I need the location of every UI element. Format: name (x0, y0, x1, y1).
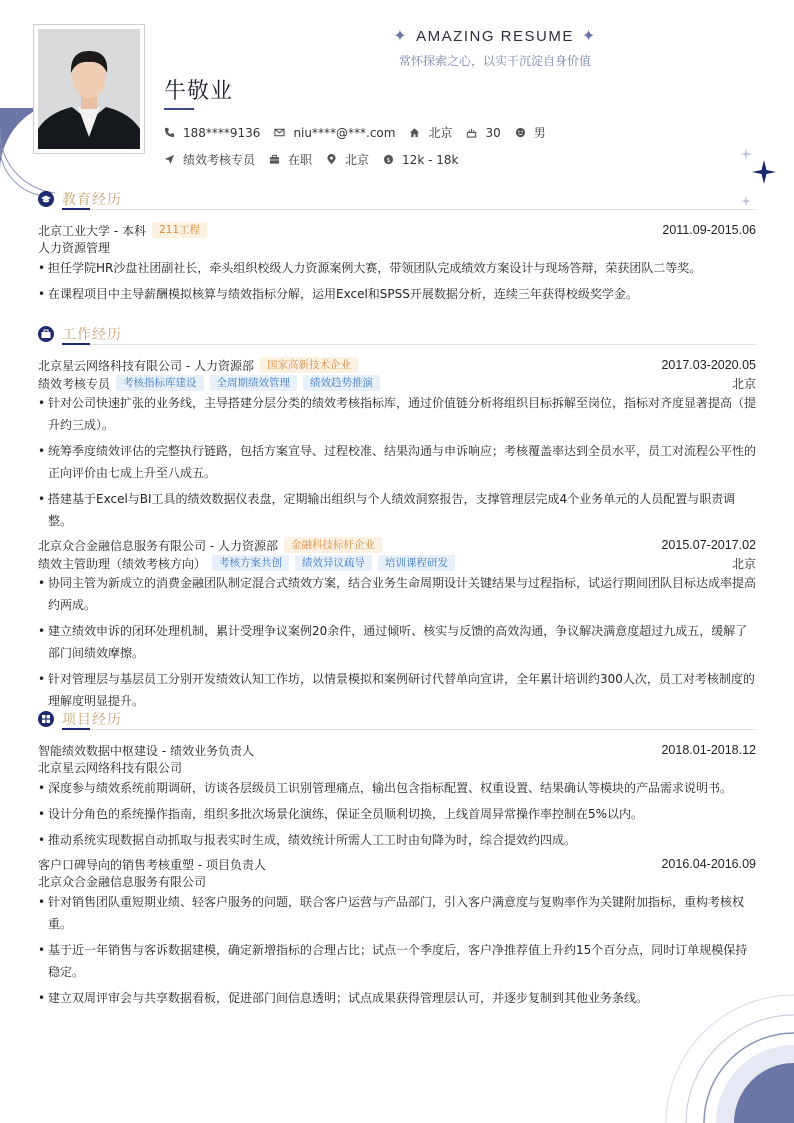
position-item (164, 151, 255, 168)
home-item (409, 124, 452, 141)
section-rule (62, 344, 756, 345)
education-section (38, 189, 756, 309)
banner-subtitle: 常怀探索之心，以实干沉淀自身价值 (398, 54, 591, 68)
project-header (38, 855, 756, 873)
section-rule (62, 729, 756, 730)
age-value: 30 (485, 125, 501, 140)
job-role: 绩效考核专员 (38, 376, 111, 391)
cake-icon (466, 127, 477, 138)
company-tag: 金融科技标杆企业 (284, 537, 382, 553)
name-underline (164, 108, 194, 110)
sparkle-icon: ✦ (393, 28, 409, 45)
mail-icon (274, 127, 285, 138)
job-role: 绩效主管助理（绩效考核方向） (38, 556, 207, 571)
skill-tag: 考核指标库建设 (116, 375, 204, 391)
job-role-line (38, 554, 756, 572)
skill-tag: 绩效趋势推演 (303, 375, 380, 391)
project-name: 智能绩效数据中枢建设 - 绩效业务负责人 (38, 743, 254, 758)
section-rule-accent (62, 728, 90, 730)
job-date: 2017.03-2020.05 (661, 358, 756, 372)
list-item: • 基于近一年销售与客诉数据建模，确定新增指标的合理占比；试点一个季度后，客户净推荐值上升约15个百分点，同时订单规模保持稳定。 (38, 939, 756, 983)
list-item: • 搭建基于Excel与BI工具的绩效数据仪表盘，定期输出组织与个人绩效洞察报告，支撑管理层完成4个业务单元的人员配置与职责调整。 (38, 488, 756, 532)
phone-icon (164, 127, 175, 138)
banner-title-text: AMAZING RESUME (416, 28, 574, 45)
contact-info-row (164, 124, 560, 141)
list-item: • 协同主管为新成立的消费金融团队制定混合式绩效方案，结合业务生命周期设计关键结果与过程指标，试运行期间团队目标达成率提高约两成。 (38, 572, 756, 616)
section-rule (62, 209, 756, 210)
list-item: • 设计分角色的系统操作指南，组织多批次场景化演练，保证全员顺利切换，上线首周异常操作率控制在5%以内。 (38, 803, 756, 825)
target-position: 绩效考核专员 (183, 153, 256, 167)
job-date: 2015.07-2017.02 (661, 538, 756, 552)
company-name: 北京众合金融信息服务有限公司 - 人力资源部 (38, 538, 278, 553)
project-entry (38, 741, 756, 851)
age-item (466, 126, 500, 140)
profile-photo (38, 29, 140, 149)
job-city: 北京 (731, 376, 756, 391)
section-rule-accent (62, 343, 90, 345)
email-address: niu****@***.com (293, 125, 396, 140)
job-header (38, 356, 756, 374)
expected-salary: 12k - 18k (402, 152, 459, 167)
project-bullets (38, 891, 756, 1009)
job-city: 北京 (731, 556, 756, 571)
employment-status: 在职 (288, 153, 313, 167)
project-name: 客户口碑导向的销售考核重塑 - 项目负责人 (38, 857, 266, 872)
salary-item (383, 153, 458, 167)
list-item: • 建立双周评审会与共享数据看板，促进部门间信息透明；试点成果获得管理层认可，并逐步复制到其他业务条线。 (38, 987, 756, 1009)
list-item: • 在课程项目中主导薪酬模拟核算与绩效指标分解，运用Excel和SPSS开展数据分析，连续三年获得校级奖学金。 (38, 283, 756, 305)
projects-title: 项目经历 (62, 712, 122, 728)
list-item: • 针对公司快速扩张的业务线，主导搭建分层分类的绩效考核指标库，通过价值链分析将组织目标拆解至岗位，指标对齐度显著提高（提升约三成）。 (38, 392, 756, 436)
major: 人力资源管理 (38, 241, 111, 255)
school-tag: 211工程 (152, 222, 207, 238)
list-item: • 针对管理层与基层员工分别开发绩效认知工作坊，以情景模拟和案例研讨代替单向宣讲，全年累计培训约300人次，员工对考核制度的理解度明显提升。 (38, 668, 756, 712)
briefcase-icon (269, 154, 280, 165)
location-item (326, 151, 369, 168)
job-entry (38, 536, 756, 712)
education-bullets (38, 257, 756, 305)
skill-tag: 培训课程研发 (378, 555, 455, 571)
job-entry (38, 356, 756, 532)
gender-value: 男 (533, 126, 546, 140)
list-item: • 建立绩效申诉的闭环处理机制，累计受理争议案例20余件，通过倾听、核实与反馈的高效沟通，争议解决满意度超过九成五，缓解了部门间绩效摩擦。 (38, 620, 756, 664)
send-icon (164, 154, 175, 165)
project-org: 北京众合金融信息服务有限公司 (38, 875, 207, 889)
project-date: 2018.01-2018.12 (661, 743, 756, 757)
education-date: 2011.09-2015.06 (662, 223, 756, 237)
list-item: • 深度参与绩效系统前期调研，访谈各层级员工识别管理痛点，输出包含指标配置、权重设置、结果确认等模块的产品需求说明书。 (38, 777, 756, 799)
skill-tag: 考核方案共创 (212, 555, 289, 571)
job-bullets (38, 392, 756, 532)
phone-item (164, 126, 260, 140)
list-item: • 推动系统实现数据自动抓取与报表实时生成，绩效统计所需人工工时由旬降为时，综合提效约四成。 (38, 829, 756, 851)
project-org: 北京星云网络科技有限公司 (38, 761, 183, 775)
list-item: • 统筹季度绩效评估的完整执行链路，包括方案宣导、过程校准、结果沟通与申诉响应；考核覆盖率达到全员水平，员工对流程公平性的正向评价由七成上升至八成五。 (38, 440, 756, 484)
projects-section (38, 709, 756, 1013)
profile-photo-frame (33, 24, 145, 154)
location-pin-icon (326, 154, 337, 165)
education-entry-header (38, 221, 756, 239)
education-title: 教育经历 (62, 192, 122, 208)
sparkle-icon: ✦ (581, 28, 597, 45)
school-name: 北京工业大学 - 本科 (38, 223, 146, 238)
project-bullets (38, 777, 756, 851)
skill-tag: 绩效异议疏导 (295, 555, 372, 571)
work-title: 工作经历 (62, 327, 122, 343)
company-tag: 国家高新技术企业 (260, 357, 358, 373)
target-location: 北京 (345, 153, 370, 167)
graduation-cap-icon (38, 191, 54, 207)
candidate-name: 牛敬业 (164, 79, 234, 104)
job-bullets (38, 572, 756, 712)
status-item (269, 151, 312, 168)
work-section (38, 324, 756, 716)
briefcase-icon (38, 326, 54, 342)
project-header (38, 741, 756, 759)
section-rule-accent (62, 208, 90, 210)
money-icon (383, 154, 394, 165)
projects-header (38, 709, 756, 733)
education-header (38, 189, 756, 213)
company-name: 北京星云网络科技有限公司 - 人力资源部 (38, 358, 254, 373)
resume-banner (330, 26, 660, 69)
banner-title (330, 26, 660, 46)
project-date: 2016.04-2016.09 (661, 857, 756, 871)
job-intent-row (164, 151, 472, 168)
project-entry (38, 855, 756, 1009)
svg-text:$: $ (386, 155, 391, 164)
work-header (38, 324, 756, 348)
job-header (38, 536, 756, 554)
phone-number: 188****9136 (183, 125, 261, 140)
home-city: 北京 (428, 126, 453, 140)
list-item: • 针对销售团队重短期业绩、轻客户服务的问题，联合客户运营与产品部门，引入客户满意度与复购率作为关键附加指标，重构考核权重。 (38, 891, 756, 935)
job-role-line (38, 374, 756, 392)
email-item (274, 126, 395, 140)
home-icon (409, 127, 420, 138)
smile-icon (515, 127, 526, 138)
skill-tag: 全周期绩效管理 (210, 375, 298, 391)
list-item: • 担任学院HR沙盘社团副社长，牵头组织校级人力资源案例大赛，带领团队完成绩效方案设计与现场答辩，荣获团队二等奖。 (38, 257, 756, 279)
gender-item (515, 124, 546, 141)
grid-icon (38, 711, 54, 727)
